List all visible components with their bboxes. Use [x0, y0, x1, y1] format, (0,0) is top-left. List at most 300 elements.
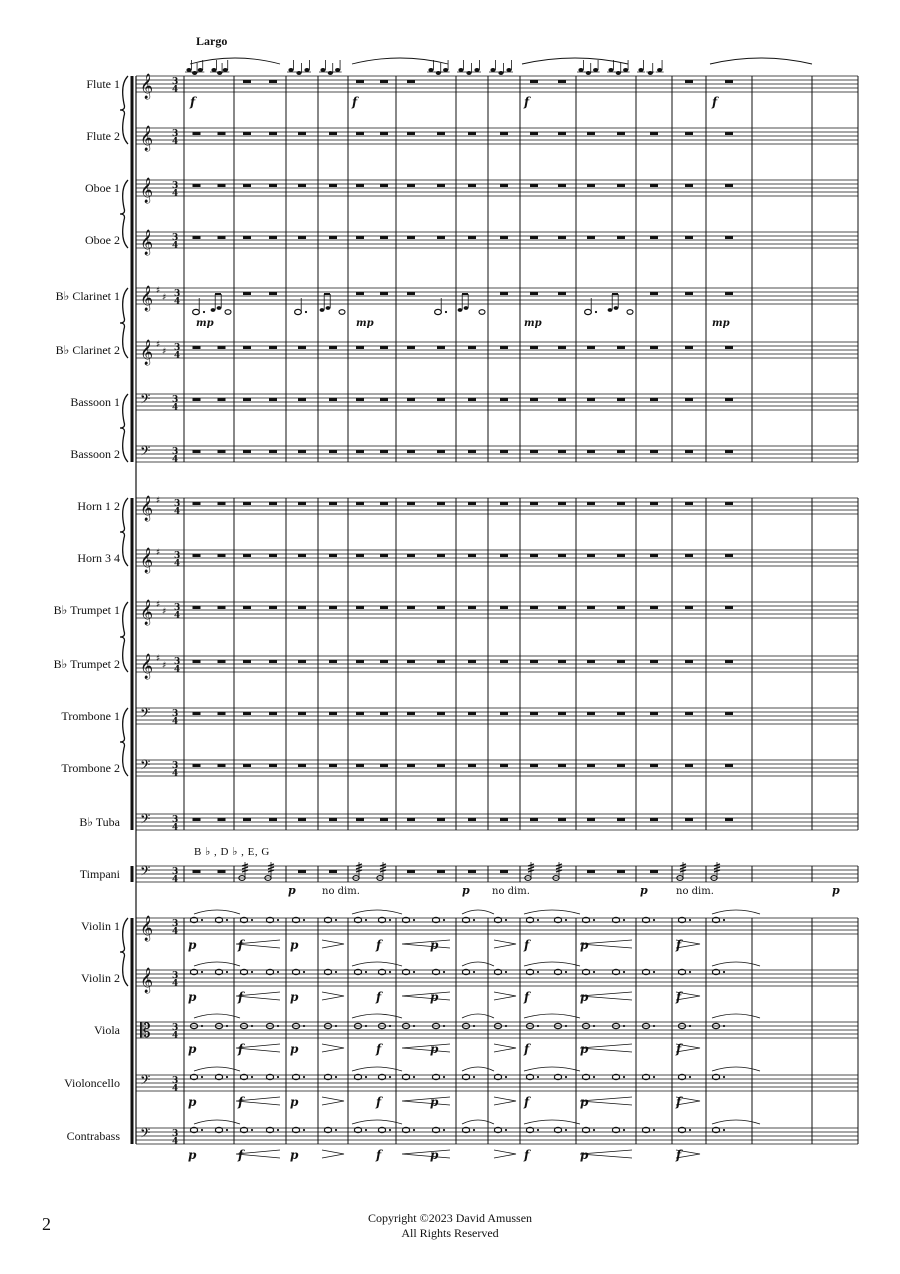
dynamic-piano: p — [290, 1148, 299, 1162]
note-dot — [505, 1025, 507, 1027]
bass-clef-icon: 𝄢 — [140, 1072, 151, 1091]
bass-clef-icon: 𝄢 — [140, 705, 151, 724]
staff-brace — [120, 394, 128, 462]
whole-rest — [243, 660, 251, 663]
note-head — [192, 71, 197, 75]
whole-rest — [193, 818, 201, 821]
time-signature-numerator: 3 — [172, 447, 179, 457]
note-dot — [303, 1129, 305, 1131]
whole-rest — [468, 184, 476, 187]
tie — [462, 1014, 494, 1018]
whole-rest — [437, 132, 445, 135]
whole-rest — [500, 712, 508, 715]
note-head — [458, 308, 463, 312]
whole-rest — [437, 450, 445, 453]
whole-rest — [558, 554, 566, 557]
whole-rest — [500, 764, 508, 767]
dynamic-piano: p — [580, 1042, 589, 1056]
dynamic-forte: f — [524, 1042, 530, 1056]
dynamic-forte: f — [238, 1095, 244, 1109]
time-signature-denominator: 4 — [174, 351, 181, 361]
copyright-notice — [300, 1211, 600, 1241]
whole-rest — [500, 450, 508, 453]
whole-rest — [650, 554, 658, 557]
note-head — [320, 308, 325, 312]
whole-rest — [617, 502, 625, 505]
time-signature-denominator: 4 — [172, 241, 179, 251]
whole-rest — [468, 554, 476, 557]
whole-rest — [407, 184, 415, 187]
half-note — [479, 310, 485, 315]
whole-rest — [218, 660, 226, 663]
whole-rest — [530, 184, 538, 187]
whole-rest — [298, 870, 306, 873]
diminuendo-hairpin — [322, 940, 344, 948]
whole-rest — [218, 764, 226, 767]
note-head — [296, 71, 301, 75]
treble-clef-icon: 𝄞 — [140, 916, 154, 941]
dynamic-piano: p — [462, 884, 470, 897]
whole-rest — [269, 712, 277, 715]
whole-rest — [380, 236, 388, 239]
time-signature-denominator: 4 — [174, 559, 181, 569]
note-head — [578, 68, 583, 72]
note-dot — [473, 1129, 475, 1131]
time-signature-denominator: 4 — [172, 717, 179, 727]
tie — [462, 910, 494, 914]
instrument-name: Viola — [94, 1023, 120, 1037]
note-dot — [505, 1076, 507, 1078]
whole-rest — [407, 712, 415, 715]
whole-rest — [269, 132, 277, 135]
dynamic-forte: f — [676, 990, 682, 1004]
whole-rest — [407, 502, 415, 505]
time-signature-denominator: 4 — [174, 507, 181, 517]
whole-rest — [298, 818, 306, 821]
note-head — [436, 71, 441, 75]
whole-rest — [725, 554, 733, 557]
tie — [524, 1067, 580, 1071]
staff-brace — [120, 708, 128, 776]
tie — [194, 910, 240, 914]
whole-rest — [298, 398, 306, 401]
instrument-name: B♭ Clarinet 1 — [55, 289, 120, 303]
whole-rest — [558, 398, 566, 401]
note-head — [623, 68, 628, 72]
dynamic-forte: f — [524, 938, 530, 952]
note-dot — [365, 1025, 367, 1027]
note-head — [288, 68, 293, 72]
diminuendo-hairpin — [494, 940, 516, 948]
dynamic-forte: f — [238, 1148, 244, 1162]
whole-rest — [407, 236, 415, 239]
note-dot — [473, 1076, 475, 1078]
time-signature-numerator: 3 — [174, 343, 181, 353]
whole-rest — [356, 184, 364, 187]
note-dot — [277, 1076, 279, 1078]
note-head — [223, 68, 228, 72]
whole-rest — [407, 292, 415, 295]
treble-clef-icon: 𝄞 — [140, 286, 154, 311]
whole-rest — [329, 450, 337, 453]
whole-rest — [437, 870, 445, 873]
whole-rest — [725, 764, 733, 767]
whole-rest — [218, 450, 226, 453]
note-dot — [723, 1129, 725, 1131]
instrument-name: Violin 2 — [81, 971, 120, 985]
sharp-icon: ♯ — [156, 654, 161, 664]
instrument-name: Oboe 2 — [85, 233, 120, 247]
whole-rest — [650, 450, 658, 453]
note-head — [211, 308, 216, 312]
note-head — [474, 68, 479, 72]
whole-rest — [298, 346, 306, 349]
instrument-name: Trombone 1 — [61, 709, 120, 723]
whole-rest — [468, 346, 476, 349]
note-dot — [595, 311, 597, 313]
whole-rest — [685, 450, 693, 453]
note-dot — [251, 1129, 253, 1131]
whole-rest — [243, 606, 251, 609]
note-dot — [201, 1076, 203, 1078]
note-head — [586, 71, 591, 75]
whole-rest — [650, 764, 658, 767]
whole-rest — [243, 818, 251, 821]
dynamic-forte: f — [376, 990, 382, 1004]
time-signature-denominator: 4 — [172, 823, 179, 833]
whole-rest — [650, 398, 658, 401]
note-head — [657, 68, 662, 72]
whole-rest — [530, 132, 538, 135]
note-dot — [653, 919, 655, 921]
whole-rest — [298, 132, 306, 135]
whole-rest — [617, 184, 625, 187]
whole-rest — [725, 502, 733, 505]
whole-rest — [329, 554, 337, 557]
whole-rest — [329, 346, 337, 349]
note-dot — [226, 1076, 228, 1078]
whole-rest — [685, 606, 693, 609]
tie — [712, 1067, 760, 1071]
time-signature-numerator: 3 — [172, 867, 179, 877]
whole-rest — [725, 236, 733, 239]
whole-rest — [500, 346, 508, 349]
dynamic-forte: f — [238, 938, 244, 952]
whole-rest — [380, 132, 388, 135]
dynamic-piano: p — [188, 1042, 197, 1056]
whole-rest — [685, 184, 693, 187]
dynamic-mezzo-piano: mp — [712, 318, 730, 329]
time-signature-denominator: 4 — [174, 665, 181, 675]
whole-rest — [617, 712, 625, 715]
note-dot — [277, 919, 279, 921]
whole-rest — [329, 764, 337, 767]
note-dot — [443, 1025, 445, 1027]
bass-clef-icon: 𝄢 — [140, 391, 151, 410]
dynamic-piano: p — [290, 990, 299, 1004]
whole-rest — [356, 606, 364, 609]
whole-rest — [437, 502, 445, 505]
no-dim-marking: no dim. — [322, 886, 360, 897]
whole-rest — [468, 712, 476, 715]
tie — [352, 1120, 402, 1124]
time-signature-numerator: 3 — [172, 761, 179, 771]
diminuendo-hairpin — [494, 1097, 516, 1105]
instrument-name: Violoncello — [64, 1076, 120, 1090]
whole-rest — [558, 764, 566, 767]
whole-rest — [437, 398, 445, 401]
whole-rest — [298, 764, 306, 767]
whole-rest — [193, 764, 201, 767]
note-dot — [303, 919, 305, 921]
instrument-name: Violin 1 — [81, 919, 120, 933]
whole-rest — [380, 818, 388, 821]
whole-rest — [218, 502, 226, 505]
whole-rest — [530, 606, 538, 609]
crescendo-hairpin — [402, 992, 450, 1000]
note-dot — [723, 1025, 725, 1027]
dynamic-forte: f — [676, 1148, 682, 1162]
whole-rest — [685, 80, 693, 83]
whole-rest — [530, 346, 538, 349]
whole-rest — [298, 712, 306, 715]
note-head — [428, 68, 433, 72]
whole-rest — [530, 554, 538, 557]
note-dot — [203, 311, 205, 313]
tie — [352, 910, 402, 914]
instrument-name: B♭ Tuba — [79, 815, 120, 829]
note-dot — [445, 311, 447, 313]
dynamic-piano: p — [290, 938, 299, 952]
whole-rest — [617, 236, 625, 239]
whole-rest — [329, 398, 337, 401]
treble-clef-icon: 𝄞 — [140, 74, 154, 99]
page-number: 2 — [42, 1214, 51, 1234]
time-signature-denominator: 4 — [172, 979, 179, 989]
whole-rest — [380, 606, 388, 609]
whole-rest — [725, 450, 733, 453]
whole-rest — [650, 712, 658, 715]
dynamic-piano: p — [290, 1095, 299, 1109]
note-dot — [413, 1076, 415, 1078]
whole-rest — [407, 346, 415, 349]
note-dot — [277, 1129, 279, 1131]
whole-rest — [617, 870, 625, 873]
instrument-name: Horn 3 4 — [77, 551, 120, 565]
note-head — [458, 68, 463, 72]
dynamic-forte: f — [676, 1095, 682, 1109]
whole-rest — [587, 764, 595, 767]
treble-clef-icon: 𝄞 — [140, 968, 154, 993]
treble-clef-icon: 𝄞 — [140, 600, 154, 625]
tie — [524, 962, 580, 966]
whole-rest — [380, 398, 388, 401]
note-dot — [303, 1025, 305, 1027]
note-dot — [723, 919, 725, 921]
time-signature-numerator: 3 — [174, 603, 181, 613]
time-signature-denominator: 4 — [172, 927, 179, 937]
note-head — [335, 68, 340, 72]
note-dot — [593, 1129, 595, 1131]
alto-clef-icon: 𝄡 — [140, 1020, 151, 1042]
whole-rest — [530, 818, 538, 821]
whole-rest — [500, 606, 508, 609]
whole-rest — [380, 346, 388, 349]
whole-rest — [468, 660, 476, 663]
slur — [190, 58, 280, 64]
note-dot — [277, 1025, 279, 1027]
whole-rest — [269, 606, 277, 609]
half-note — [193, 309, 200, 314]
whole-rest — [380, 80, 388, 83]
diminuendo-hairpin — [494, 992, 516, 1000]
treble-clef-icon: 𝄞 — [140, 126, 154, 151]
whole-rest — [437, 606, 445, 609]
sharp-icon: ♯ — [162, 661, 167, 671]
whole-rest — [530, 660, 538, 663]
note-dot — [565, 919, 567, 921]
dynamic-forte: f — [352, 95, 358, 109]
instrument-name: Oboe 1 — [85, 181, 120, 195]
whole-rest — [587, 450, 595, 453]
whole-rest — [558, 450, 566, 453]
dynamic-piano: p — [430, 1042, 439, 1056]
dynamic-piano: p — [580, 1095, 589, 1109]
whole-rest — [380, 764, 388, 767]
whole-rest — [725, 184, 733, 187]
note-dot — [593, 971, 595, 973]
note-dot — [593, 1076, 595, 1078]
sharp-icon: ♯ — [156, 286, 161, 296]
whole-rest — [725, 292, 733, 295]
tie — [352, 1014, 402, 1018]
note-head — [466, 71, 471, 75]
time-signature-denominator: 4 — [172, 1084, 179, 1094]
half-note — [627, 310, 633, 315]
whole-rest — [269, 450, 277, 453]
whole-rest — [558, 80, 566, 83]
note-dot — [505, 1129, 507, 1131]
time-signature-numerator: 3 — [172, 233, 179, 243]
note-dot — [565, 1076, 567, 1078]
time-signature-numerator: 3 — [172, 971, 179, 981]
treble-clef-icon: 𝄞 — [140, 178, 154, 203]
instrument-name: Trombone 2 — [61, 761, 120, 775]
timpani-tuning: B ♭ , D ♭ , E, G — [194, 846, 270, 858]
note-head — [616, 71, 621, 75]
time-signature-numerator: 3 — [172, 395, 179, 405]
note-dot — [303, 971, 305, 973]
whole-rest — [437, 712, 445, 715]
whole-rest — [356, 712, 364, 715]
note-head — [326, 306, 331, 310]
whole-rest — [558, 346, 566, 349]
whole-rest — [437, 554, 445, 557]
whole-rest — [617, 764, 625, 767]
time-signature-numerator: 3 — [172, 1076, 179, 1086]
dynamic-forte: f — [238, 1042, 244, 1056]
note-dot — [389, 919, 391, 921]
whole-rest — [530, 398, 538, 401]
half-note — [295, 309, 302, 314]
note-dot — [473, 919, 475, 921]
whole-rest — [468, 450, 476, 453]
time-signature-denominator: 4 — [172, 1137, 179, 1147]
slur — [710, 58, 812, 64]
whole-rest — [356, 818, 364, 821]
rights-line: All Rights Reserved — [401, 1226, 499, 1240]
whole-rest — [329, 184, 337, 187]
whole-rest — [500, 398, 508, 401]
whole-rest — [617, 346, 625, 349]
note-head — [211, 68, 216, 72]
dynamic-piano: p — [188, 990, 197, 1004]
note-dot — [537, 971, 539, 973]
whole-rest — [558, 132, 566, 135]
tie — [352, 962, 402, 966]
note-dot — [623, 1129, 625, 1131]
whole-rest — [587, 236, 595, 239]
whole-rest — [437, 818, 445, 821]
whole-rest — [587, 712, 595, 715]
whole-rest — [650, 346, 658, 349]
note-dot — [593, 1025, 595, 1027]
dynamic-forte: f — [676, 938, 682, 952]
whole-rest — [437, 236, 445, 239]
whole-rest — [218, 184, 226, 187]
whole-rest — [193, 712, 201, 715]
note-dot — [537, 1129, 539, 1131]
note-dot — [413, 1025, 415, 1027]
whole-rest — [587, 554, 595, 557]
whole-rest — [298, 450, 306, 453]
staff-brace — [120, 602, 128, 672]
whole-rest — [650, 606, 658, 609]
whole-rest — [329, 818, 337, 821]
note-dot — [389, 971, 391, 973]
diminuendo-hairpin — [494, 1150, 516, 1158]
note-head — [304, 68, 309, 72]
whole-rest — [437, 184, 445, 187]
note-dot — [653, 1025, 655, 1027]
tie — [194, 1067, 240, 1071]
note-dot — [335, 1076, 337, 1078]
whole-rest — [587, 346, 595, 349]
whole-rest — [356, 292, 364, 295]
whole-rest — [650, 292, 658, 295]
whole-rest — [685, 236, 693, 239]
whole-rest — [500, 502, 508, 505]
whole-rest — [587, 398, 595, 401]
whole-rest — [193, 398, 201, 401]
tie — [524, 910, 580, 914]
note-head — [498, 71, 503, 75]
tie — [194, 962, 240, 966]
whole-rest — [380, 660, 388, 663]
tie — [194, 1120, 240, 1124]
dynamic-piano: p — [188, 1095, 197, 1109]
whole-rest — [500, 132, 508, 135]
whole-rest — [407, 132, 415, 135]
note-dot — [251, 919, 253, 921]
dynamic-forte: f — [676, 1042, 682, 1056]
dynamic-piano: p — [580, 990, 589, 1004]
note-dot — [473, 971, 475, 973]
whole-rest — [407, 606, 415, 609]
note-head — [464, 306, 469, 310]
note-dot — [413, 1129, 415, 1131]
half-note — [339, 310, 345, 315]
